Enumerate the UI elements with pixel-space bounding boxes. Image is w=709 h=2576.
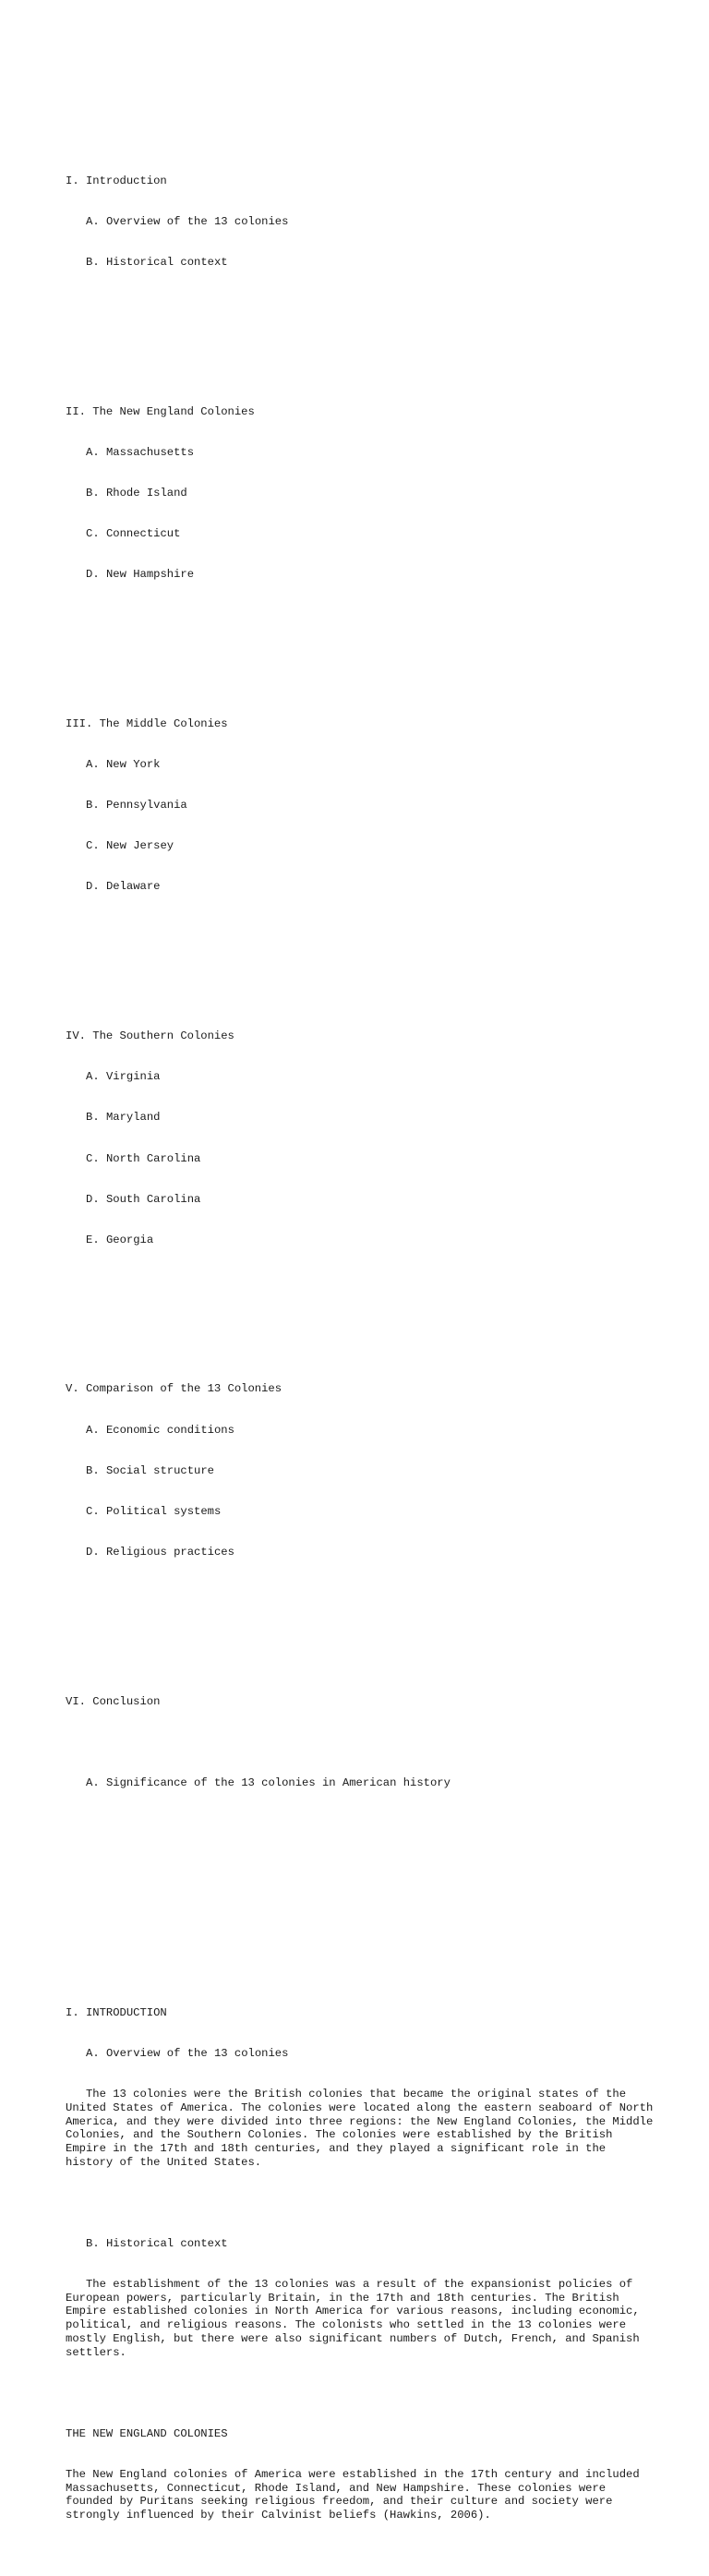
outline-item: B. Maryland — [86, 1111, 161, 1125]
outline-heading: III. The Middle Colonies — [66, 717, 228, 731]
body-paragraph: The New England colonies of America were established in the 17th century and included Massachusetts, Connecticut, Rhode Island, and New Hampshire. These colonies were founded by Puritans seeking religious freedom, and their culture and society were strongly influenced by their Calvinist beliefs (Hawkins, 2006). — [66, 2467, 646, 2522]
document-page — [66, 79, 660, 2576]
outline-heading: IV. The Southern Colonies — [66, 1029, 234, 1043]
outline-item: A. Massachusetts — [86, 445, 195, 459]
outline-item: D. Religious practices — [86, 1545, 234, 1559]
outline-item: A. New York — [86, 758, 161, 772]
outline-item: E. Georgia — [86, 1233, 154, 1246]
outline-item: A. Virginia — [86, 1070, 161, 1084]
document-body — [66, 1980, 660, 2550]
subsection-heading: B. Historical context — [86, 2236, 228, 2250]
outline-item: A. Overview of the 13 colonies — [86, 215, 289, 229]
outline-section-4 — [66, 1003, 656, 1274]
outline-item: B. Social structure — [86, 1463, 214, 1477]
outline-heading: I. Introduction — [66, 174, 167, 187]
outline — [66, 120, 656, 1844]
outline-item: C. Political systems — [86, 1504, 222, 1518]
outline-item: A. Economic conditions — [86, 1423, 234, 1437]
outline-heading: V. Comparison of the 13 Colonies — [66, 1382, 282, 1396]
outline-item: D. New Hampshire — [86, 568, 195, 582]
outline-item: C. Connecticut — [86, 527, 181, 541]
outline-item: B. Rhode Island — [86, 487, 187, 500]
outline-item: B. Historical context — [86, 256, 228, 270]
outline-item: C. North Carolina — [86, 1151, 201, 1165]
outline-item: B. Pennsylvania — [86, 799, 187, 813]
outline-section-2 — [66, 378, 656, 608]
outline-item: D. South Carolina — [86, 1192, 201, 1206]
outline-section-6 — [66, 1667, 656, 1817]
outline-item: C. New Jersey — [86, 839, 174, 853]
body-paragraph: The 13 colonies were the British colonies that became the original states of the United States of America. The colonies were located along the eastern seaboard of North America, and they were divided into three regions: the New England Colonies, the Middle Colonies, and the Southern Colonies. The colonies were established by the British Empire in the 17th and 18th centuries, and they played a significant role in the history of the United States. — [66, 2088, 660, 2169]
outline-heading: VI. Conclusion — [66, 1694, 161, 1708]
outline-item: D. Delaware — [86, 880, 161, 894]
subsection-heading: A. Overview of the 13 colonies — [86, 2047, 289, 2061]
section-heading: I. INTRODUCTION — [66, 2005, 167, 2019]
outline-section-3 — [66, 691, 656, 921]
outline-section-5 — [66, 1355, 656, 1586]
outline-item: A. Significance of the 13 colonies in American history — [86, 1776, 451, 1789]
outline-heading: II. The New England Colonies — [66, 404, 255, 418]
section-heading: THE NEW ENGLAND COLONIES — [66, 2426, 228, 2440]
body-paragraph: The establishment of the 13 colonies was a result of the expansionist policies of European powers, particularly Britain, in the 17th and 18th centuries. The British Empire established colonies in North America for various reasons, including economic, political, and religious reasons. The colonists who settled in the 13 colonies were mostly English, but there were also significant numbers of Dutch, French, and Spanish settlers. — [66, 2277, 646, 2359]
outline-section-1 — [66, 148, 656, 297]
